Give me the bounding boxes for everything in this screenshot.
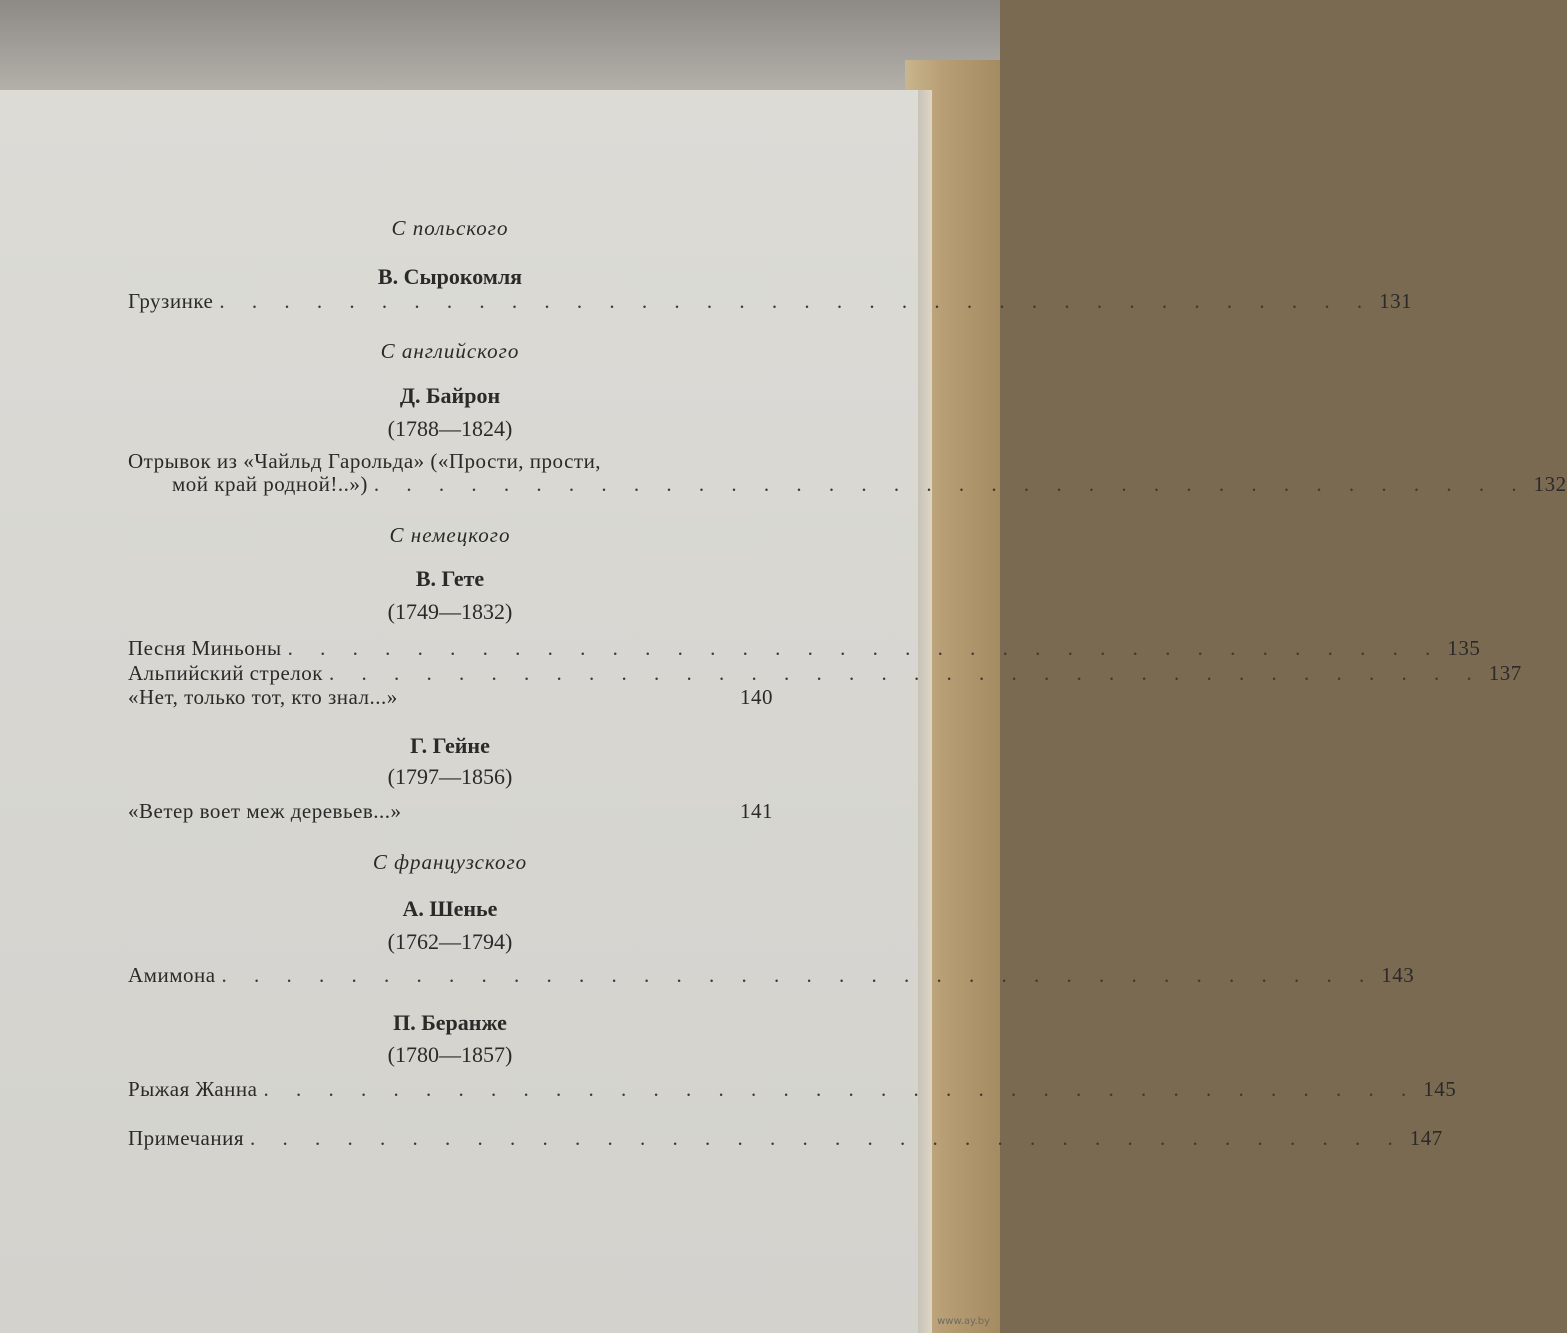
entry-title: Амимона (128, 963, 216, 987)
author-years: (1797—1856) (387, 764, 513, 789)
entry-page: 140 (740, 685, 773, 709)
entry-page: 141 (740, 799, 773, 823)
author-beranger: П. Беранже (393, 1010, 507, 1035)
entry-title: «Ветер воет меж деревьев...» (128, 799, 402, 823)
author-byron: Д. Байрон (399, 383, 501, 408)
leader-dots: . . . . . . . . . . . . . . . . . . . . . . . . . . . . . . . . . . . . (287, 636, 1442, 660)
entry-title: «Нет, только тот, кто знал...» (128, 685, 398, 709)
leader-dots: . . . . . . . . . . . . . . . . . . . . . . . . . . . . . . . . . . . . (250, 1126, 1404, 1150)
entry-title: Примечания (128, 1126, 245, 1150)
toc-entry (128, 1077, 1457, 1102)
toc-entry (128, 289, 1413, 314)
toc-entry-notes (128, 1126, 1443, 1151)
entry-title: Рыжая Жанна (128, 1077, 258, 1101)
watermark: www.ay.by (937, 1316, 990, 1327)
author-syrokomlya: В. Сырокомля (377, 264, 523, 289)
entry-page: 145 (1423, 1077, 1457, 1101)
entry-page: 143 (1381, 963, 1415, 987)
entry-title: Альпийский стрелок (128, 661, 323, 685)
toc-entry (128, 661, 1522, 686)
author-years: (1749—1832) (387, 599, 513, 624)
section-heading-german: С немецкого (389, 523, 511, 547)
leader-dots: . . . . . . . . . . . . . . . . . . . . . . . . . . . . . . . . . . . . (221, 963, 1376, 987)
section-heading-english: С английского (380, 339, 520, 363)
toc-entry (128, 685, 773, 710)
background-top (0, 0, 1000, 100)
leader-dots: . . . . . . . . . . . . . . . . . . . . . . . . . . . . . . . . . . . . (219, 289, 1374, 313)
author-goethe: В. Гете (415, 566, 485, 591)
toc-entry (128, 963, 1415, 988)
entry-page: 131 (1379, 289, 1413, 313)
entry-page: 137 (1488, 661, 1522, 685)
entry-title-line1: Отрывок из «Чайльд Гарольда» («Прости, прости, (128, 449, 602, 473)
leader-dots: . . . . . . . . . . . . . . . . . . . . . . . . . . . . . . . . . . . . (263, 1077, 1418, 1101)
section-heading-french: С французского (372, 850, 528, 874)
leader-dots: . . . . . . . . . . . . . . . . . . . . . . . . . . . . . . . . . . . . (373, 472, 1528, 496)
toc-entry (172, 472, 1567, 497)
author-chenier: А. Шенье (402, 896, 498, 921)
entry-title: Песня Миньоны (128, 636, 282, 660)
toc-entry (128, 636, 1481, 661)
toc-entry (128, 799, 773, 824)
entry-title: мой край родной!..») (172, 472, 368, 496)
section-heading-polish: С польского (391, 216, 509, 240)
author-years: (1762—1794) (387, 929, 513, 954)
entry-page: 132 (1533, 472, 1567, 496)
author-heine: Г. Гейне (410, 733, 490, 758)
entry-title: Грузинке (128, 289, 214, 313)
author-years: (1788—1824) (387, 416, 513, 441)
entry-page: 147 (1409, 1126, 1443, 1150)
entry-page: 135 (1447, 636, 1481, 660)
author-years: (1780—1857) (387, 1042, 513, 1067)
leader-dots: . . . . . . . . . . . . . . . . . . . . . . . . . . . . . . . . . . . . (328, 661, 1483, 685)
